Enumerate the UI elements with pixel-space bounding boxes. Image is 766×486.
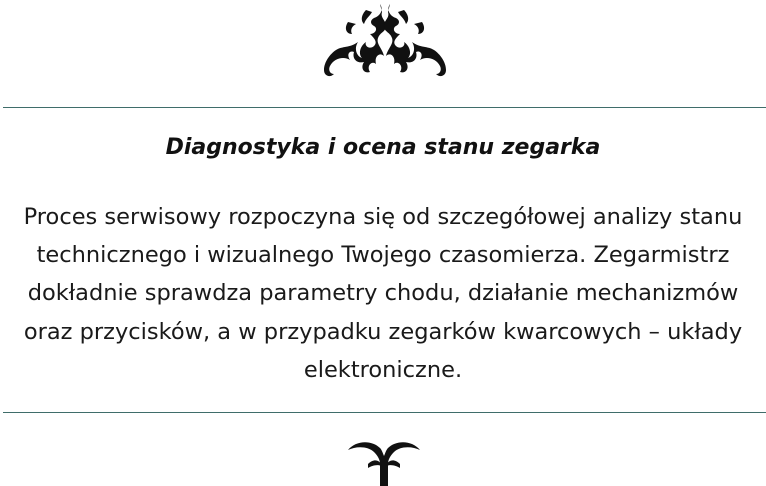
sprout-ornament-icon (346, 438, 422, 486)
top-divider (3, 107, 766, 108)
floral-flourish-icon (314, 2, 456, 80)
flourish-right (384, 4, 446, 76)
section-heading: Diagnostyka i ocena stanu zegarka (165, 135, 601, 160)
section-paragraph: Proces serwisowy rozpoczyna się od szczegółowej analizy stanu technicznego i wizualnego Twojego czasomierza. Zegarmistrz dokładnie sprawdza parametry chodu, działanie mechanizmów oraz przycisków, a w przypadku zegarków kwarcowych – układy elektroniczne. (23, 204, 743, 383)
flourish-left (324, 4, 386, 76)
bottom-divider (3, 412, 766, 413)
